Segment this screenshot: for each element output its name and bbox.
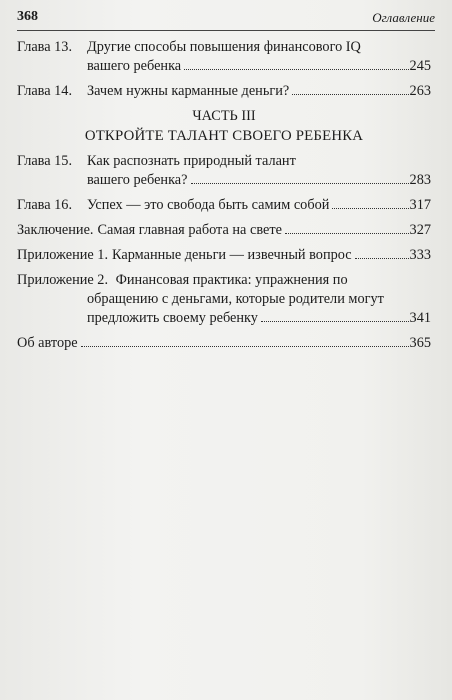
toc-entry-text: Финансовая практика: упражнения по	[115, 272, 348, 288]
toc-page-number: 263	[409, 83, 431, 99]
dot-leader	[261, 321, 409, 322]
toc-page-number: 317	[409, 197, 431, 213]
dot-leader	[184, 69, 408, 70]
toc-entry-chapter-16	[17, 196, 431, 215]
toc-entry-appendix-1	[17, 246, 431, 265]
part-title: ОТКРОЙТЕ ТАЛАНТ СВОЕГО РЕБЕНКА	[84, 128, 364, 144]
dot-leader	[81, 346, 409, 347]
toc-entry-chapter-15	[17, 152, 431, 190]
toc-entry-label: Приложение 1.	[17, 247, 109, 263]
page-number: 368	[17, 9, 38, 24]
toc-entry-conclusion	[17, 221, 431, 240]
toc-entry-label: Глава 16.	[17, 197, 73, 213]
toc-entry-label: Заключение.	[17, 222, 94, 238]
toc-page-number: 283	[409, 172, 431, 188]
toc-entry-appendix-2	[17, 271, 431, 328]
toc-entry-about-author	[17, 334, 431, 353]
toc-page-number: 341	[409, 310, 431, 326]
toc-entry-label: Глава 14.	[17, 83, 73, 99]
running-title: Оглавление	[372, 10, 435, 25]
toc-entry-label: Глава 13.	[17, 39, 73, 55]
toc-entry-label: Приложение 2.	[17, 272, 109, 288]
toc-entry-text: Как распознать природный талант	[87, 153, 296, 169]
toc-entry-text: вашего ребенка	[87, 58, 182, 74]
toc-entry-text: обращению с деньгами, которые родители могут	[87, 291, 384, 307]
page-header	[17, 8, 435, 31]
toc-page-number: 327	[409, 222, 431, 238]
dot-leader	[285, 233, 409, 234]
toc-entry-text: предложить своему ребенку	[87, 310, 258, 326]
toc-entry-label: Глава 15.	[17, 153, 73, 169]
toc-entry-text: Другие способы повышения финансового IQ	[87, 39, 361, 55]
toc-entry-text: Зачем нужны карманные деньги?	[87, 83, 290, 99]
toc-entry-text: Карманные деньги — извечный вопрос	[112, 247, 352, 263]
dot-leader	[355, 258, 409, 259]
toc-page-number: 245	[409, 58, 431, 74]
table-of-contents	[17, 38, 431, 359]
dot-leader	[292, 94, 408, 95]
dot-leader	[191, 183, 409, 184]
toc-entry-text: вашего ребенка?	[87, 172, 188, 188]
part-heading: ЧАСТЬ III	[192, 108, 256, 124]
dot-leader	[332, 208, 408, 209]
toc-entry-chapter-14	[17, 82, 431, 101]
toc-entry-text: Самая главная работа на свете	[97, 222, 282, 238]
toc-entry-chapter-13	[17, 38, 431, 76]
toc-entry-text: Об авторе	[17, 335, 78, 351]
toc-page-number: 365	[409, 335, 431, 351]
toc-page-number: 333	[409, 247, 431, 263]
toc-entry-text: Успех — это свобода быть самим собой	[87, 197, 330, 213]
